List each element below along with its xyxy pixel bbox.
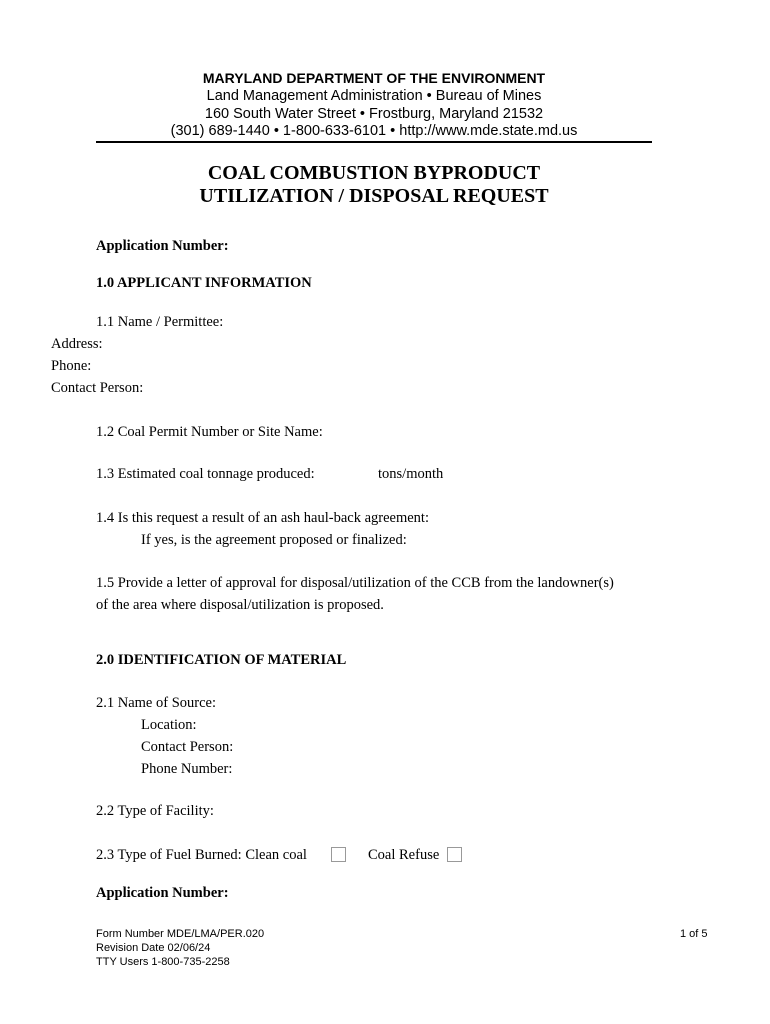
phone-label: Phone: [51,358,92,374]
form-number: Form Number MDE/LMA/PER.020 [96,928,265,940]
agency-name: MARYLAND DEPARTMENT OF THE ENVIRONMENT [202,70,546,86]
coal-tonnage-label: 1.3 Estimated coal tonnage produced: [96,466,315,482]
agency-address: 160 South Water Street • Frostburg, Maryland 21532 [204,106,544,122]
source-phone-label: Phone Number: [141,761,233,777]
contact-person-label: Contact Person: [51,380,144,396]
tty-number: TTY Users 1-800-735-2258 [96,956,230,968]
address-label: Address: [51,336,103,352]
form-title-line1: COAL COMBUSTION BYPRODUCT [207,162,541,184]
agency-contact: (301) 689-1440 • 1-800-633-6101 • http://www.mde.state.md.us [170,123,578,139]
section-2-heading: 2.0 IDENTIFICATION OF MATERIAL [96,652,347,668]
header-rule [96,141,652,143]
tons-month-unit: tons/month [378,466,444,482]
application-number-label: Application Number: [96,238,229,254]
form-title-line2: UTILIZATION / DISPOSAL REQUEST [199,185,549,207]
name-permittee-label: 1.1 Name / Permittee: [96,314,224,330]
agreement-status-question: If yes, is the agreement proposed or finalized: [141,532,407,548]
fuel-type-label: 2.3 Type of Fuel Burned: Clean coal [96,847,307,863]
coal-permit-label: 1.2 Coal Permit Number or Site Name: [96,424,323,440]
clean-coal-checkbox[interactable] [331,847,346,862]
source-name-label: 2.1 Name of Source: [96,695,216,711]
source-location-label: Location: [141,717,197,733]
revision-date: Revision Date 02/06/24 [96,942,211,954]
source-contact-label: Contact Person: [141,739,234,755]
haul-back-question: 1.4 Is this request a result of an ash haul-back agreement: [96,510,429,526]
coal-refuse-label: Coal Refuse [368,847,440,863]
landowner-letter-line2: of the area where disposal/utilization is proposed. [96,597,384,613]
page-number: 1 of 5 [680,928,708,940]
agency-division: Land Management Administration • Bureau of Mines [206,88,542,104]
section-1-heading: 1.0 APPLICANT INFORMATION [96,275,312,291]
landowner-letter-line1: 1.5 Provide a letter of approval for disposal/utilization of the CCB from the landowner(s) [96,575,614,591]
coal-refuse-checkbox[interactable] [447,847,462,862]
facility-type-label: 2.2 Type of Facility: [96,803,214,819]
application-number-bottom: Application Number: [96,885,229,901]
